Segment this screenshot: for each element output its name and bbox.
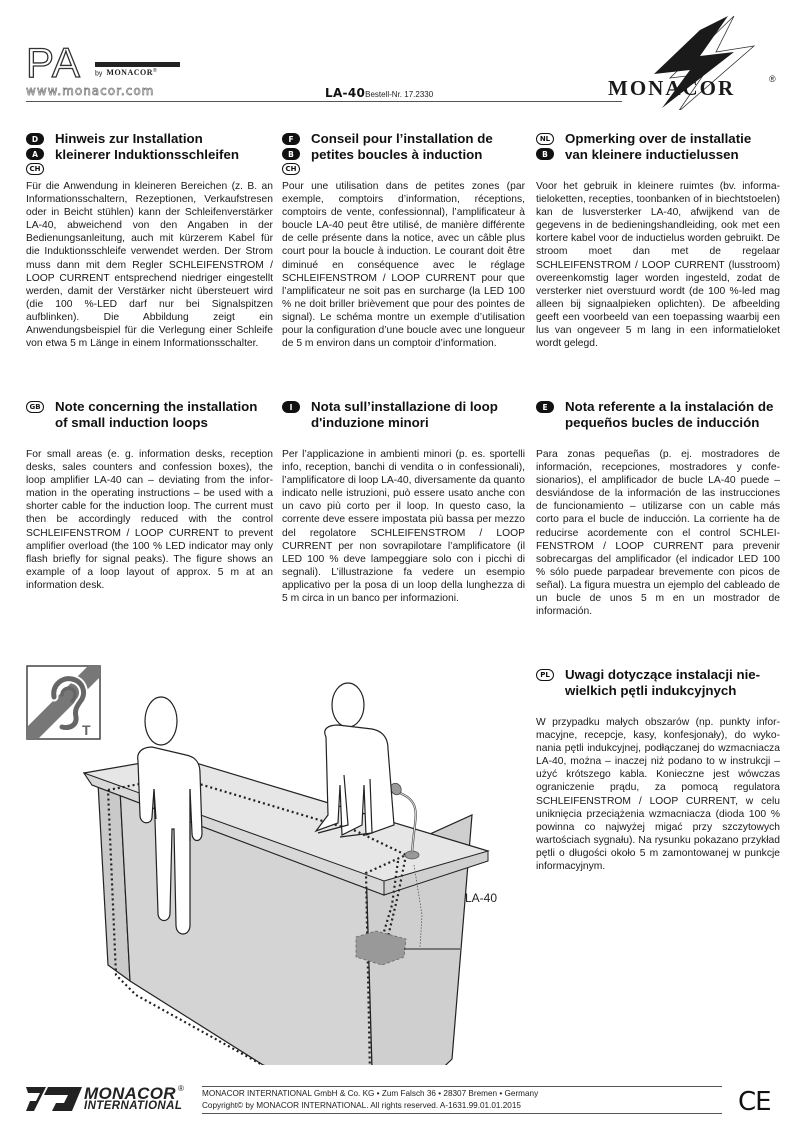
model-name: LA-40 xyxy=(325,86,366,100)
lang-badge-pl: PL xyxy=(536,669,554,681)
section-title xyxy=(565,667,760,698)
lang-badge-i: I xyxy=(282,401,300,413)
footer-brand-sub: INTERNATIONAL xyxy=(84,1100,183,1112)
section-title-line2: van kleinere inductielussen xyxy=(565,146,739,162)
section-header xyxy=(282,397,525,455)
section-title xyxy=(565,399,773,430)
lang-badge-gb: GB xyxy=(26,401,44,413)
model-and-order-number xyxy=(325,84,433,102)
section-french xyxy=(282,129,525,350)
section-title-line2: wielkich pętli indukcyjnych xyxy=(565,682,737,698)
section-title-line1: Hinweis zur Installation xyxy=(55,131,203,146)
lang-badge-b: B xyxy=(282,148,300,160)
pa-by-name: MONACOR xyxy=(106,68,154,78)
footer-divider-bottom xyxy=(202,1113,722,1114)
website-url[interactable]: www.monacor.com xyxy=(26,84,155,98)
language-badges xyxy=(282,401,304,416)
pa-logo-bar xyxy=(95,62,180,67)
lang-badge-e: E xyxy=(536,401,554,413)
section-title-line1: Conseil pour l’installation de xyxy=(311,131,493,146)
pa-logo: PA xyxy=(26,39,81,86)
section-title xyxy=(55,131,239,162)
section-title-line2: d'induzione minori xyxy=(311,414,429,430)
section-english xyxy=(26,397,273,592)
lang-badge-ch: CH xyxy=(26,163,44,175)
header-divider xyxy=(26,101,622,102)
footer-copyright: Copyright© by MONACOR INTERNATIONAL. All rights reserved. A-1631.99.01.01.2015 xyxy=(202,1101,521,1110)
section-title xyxy=(311,399,498,430)
page-header xyxy=(0,0,802,110)
induction-loop-desk-illustration xyxy=(26,665,526,1065)
pa-by-text: by xyxy=(95,70,103,78)
footer-divider-top xyxy=(202,1086,722,1087)
section-dutch xyxy=(536,129,780,350)
section-title-line1: Uwagi dotyczące instalacji nie- xyxy=(565,667,761,682)
language-badges xyxy=(26,401,48,416)
language-badges xyxy=(536,133,558,163)
section-header xyxy=(536,665,780,723)
section-italian xyxy=(282,397,525,605)
pa-by-monacor xyxy=(95,68,157,77)
lang-badge-f: F xyxy=(282,133,300,145)
section-title-line1: Note concerning the installation xyxy=(55,399,258,414)
lang-badge-b: B xyxy=(536,148,554,160)
section-title-line2: of small induction loops xyxy=(55,414,208,430)
lang-badge-a: A xyxy=(26,148,44,160)
section-title xyxy=(565,131,751,162)
section-body: W przypadku małych obszarów (np. punkty informacyjne, recepcje, kasy, konfesjonały), do wykonania pętli indukcyjnej, podłączanej do wzmacniacza LA-40, można – inaczej niż podano to w instrukcji – użyć krótszego kabla. Konieczne jest wówczas ograniczenie prądu, za pomocą regulatora SCHLEIFENSTROM / LOOP CURRENT, w celu uniknięcia przeciążenia wzmacniacza (dioda 100 % powinna co najwyżej migać przy szczytowych wartościach sygnału). Na rysunku pokazano przykład pętli o długości około 5 m zamontowanej w punkcje informacyjnym. xyxy=(536,717,780,873)
section-body: Pour une utilisation dans de petites zones (par exemple, comptoirs d’information, réceptions, comptoirs de vente, confessionnal), l’amplificateur à boucle LA-40 peut être utilisé, de manière différente de celle présente dans la notice, avec un câble plus court pour la boucle à induction. Le courant doit être diminué en conséquence avec le réglage SCHLEIFENSTROM / LOOP CURRENT pour que l’amplificateur ne soit pas en surcharge (la LED 100 % ne doit briller brièvement que pour des pointes de signal). Le schéma montre un exemple d’utilisation pour la configuration d’une boucle avec une longueur de 5 m environ dans un comptoir d’information. xyxy=(282,181,525,350)
section-polish xyxy=(536,665,780,873)
section-title xyxy=(55,399,257,430)
section-title-line2: pequeños bucles de inducción xyxy=(565,414,760,430)
hearing-loop-icon xyxy=(27,666,100,739)
monacor-international-logo-icon xyxy=(26,1087,82,1111)
section-header xyxy=(26,129,273,187)
footer-brand-reg: ® xyxy=(178,1084,184,1093)
monacor-reg-mark: ® xyxy=(769,74,776,84)
lang-badge-ch: CH xyxy=(282,163,300,175)
section-title-line1: Nota sull’installazione di loop xyxy=(311,399,498,414)
section-body: Para zonas pequeñas (p. ej. mostradores de información, recepciones, mostradores y confesionarios), el amplificador de bucle LA-40 puede – desviándose de la información de las instrucciones de funcionamiento – utilizarse con un cable más corto para el bucle de inducción. La corriente ha de reducirse acordemente con el control SCHLEIFENSTROM / LOOP CURRENT para prevenir sobrecargas del amplificador (el indicador LED 100 % sólo puede parpadear brevemente con picos de señal). La figura muestra un ejemplo del cableado de un bucle de unos 5 m en un mostrador de información. xyxy=(536,449,780,618)
language-badges xyxy=(282,133,304,178)
section-title-line2: petites boucles à induction xyxy=(311,146,483,162)
section-header xyxy=(536,397,780,455)
language-badges xyxy=(536,401,558,416)
section-header xyxy=(282,129,525,187)
section-body: Voor het gebruik in kleinere ruimtes (bv. informatieloketten, recepties, toonbanken of in biechtstoelen) kan de lusversterker LA-40, afwijkend van de gegevens in de bedieningshandleiding, ook met een kortere kabel voor de inductielus worden gebruikt. De stroom moet dan met de regelaar SCHLEIFENSTROM / LOOP CURRENT (lusstroom) overeenkomstig lager worden ingesteld, zodat de versterker niet overstuurd wordt (de 100 %-led mag alleen bij signaalpieken oplichten). De afbeelding geeft een voorbeeld van een toepassing waarbij een lus van ongeveer 5 m lang in een informatieloket wordt gelegd. xyxy=(536,181,780,350)
lang-badge-d: D xyxy=(26,133,44,145)
language-badges xyxy=(536,669,558,684)
section-header xyxy=(536,129,780,187)
section-body: Per l’applicazione in ambienti minori (p. es. sportelli info, reception, banchi di vendita o in confessionali), l’amplificatore di loop LA-40, diversamente da quanto indicato nelle istruzioni, può essere usato anche con un cavo più corto per il loop. In questo caso, la corrente deve essere impostata più bassa per mezzo del regolatore SCHLEIFENSTROM / LOOP CURRENT per non sovrapilotare l’amplificatore (il LED 100 % deve lampeggiare solo con i picchi di segnali). L’illustrazione fa vedere un esempio applicativo per la posa di un loop della lunghezza di 5 m circa in un banco per informazioni. xyxy=(282,449,525,605)
section-header xyxy=(26,397,273,455)
language-badges xyxy=(26,133,48,178)
monacor-logo-text: MONACOR xyxy=(608,76,736,100)
section-body: Für die Anwendung in kleineren Bereichen (z. B. an Informationsschaltern, Rezeptionen, Verkaufstresen oder in Beicht stühlen) kann der Schleifenverstärker LA-40, abweichend von den Angaben in der Bedienungsanleitung, auch mit kürzerem Kabel für die Induktionsschleife verwendet werden. Der Strom muss dann mit dem Regler SCHLEIFENSTROM / LOOP CURRENT entsprechend niedriger eingestellt werden, damit der Verstärker nicht übersteuert wird (die 100 %-LED darf nur bei Signalspitzen aufblinken). Die Abbildung zeigt ein Anwendungsbeispiel für die Verlegung einer Schleife von etwa 5 m Länge in einem Informationsschalter. xyxy=(26,181,273,350)
section-title-line2: kleinerer Induktionsschleifen xyxy=(55,146,239,162)
lang-badge-nl: NL xyxy=(536,133,554,145)
ce-mark-icon: CE xyxy=(738,1087,771,1117)
footer-brand-name: MONACOR xyxy=(84,1084,176,1103)
section-title xyxy=(311,131,493,162)
person-behind-desk-icon xyxy=(316,683,394,837)
section-spanish xyxy=(536,397,780,618)
section-title-line1: Opmerking over de installatie xyxy=(565,131,752,146)
svg-text:T: T xyxy=(82,722,91,738)
section-body: For small areas (e. g. information desks, reception desks, sales counters and confession boxes), the loop amplifier LA-40 can – deviating from the information in the operating instructions – be used with a shorter cable for the induction loop. The current must then be accordingly reduced with the control SCHLEIFENSTROM / LOOP CURRENT to prevent amplifier overload (the 100 % LED indicator may only flash briefly for signal peaks). The figure shows an example of a loop layout of approx. 5 m at an information desk. xyxy=(26,449,273,591)
footer-address: MONACOR INTERNATIONAL GmbH & Co. KG • Zum Falsch 36 • 28307 Bremen • Germany xyxy=(202,1089,539,1098)
pa-by-reg: ® xyxy=(153,68,157,74)
order-number: Bestell-Nr. 17.2330 xyxy=(365,90,434,99)
section-title-line1: Nota referente a la instalación de xyxy=(565,399,774,414)
section-german xyxy=(26,129,273,350)
la-40-device-label: LA-40 xyxy=(465,891,498,905)
